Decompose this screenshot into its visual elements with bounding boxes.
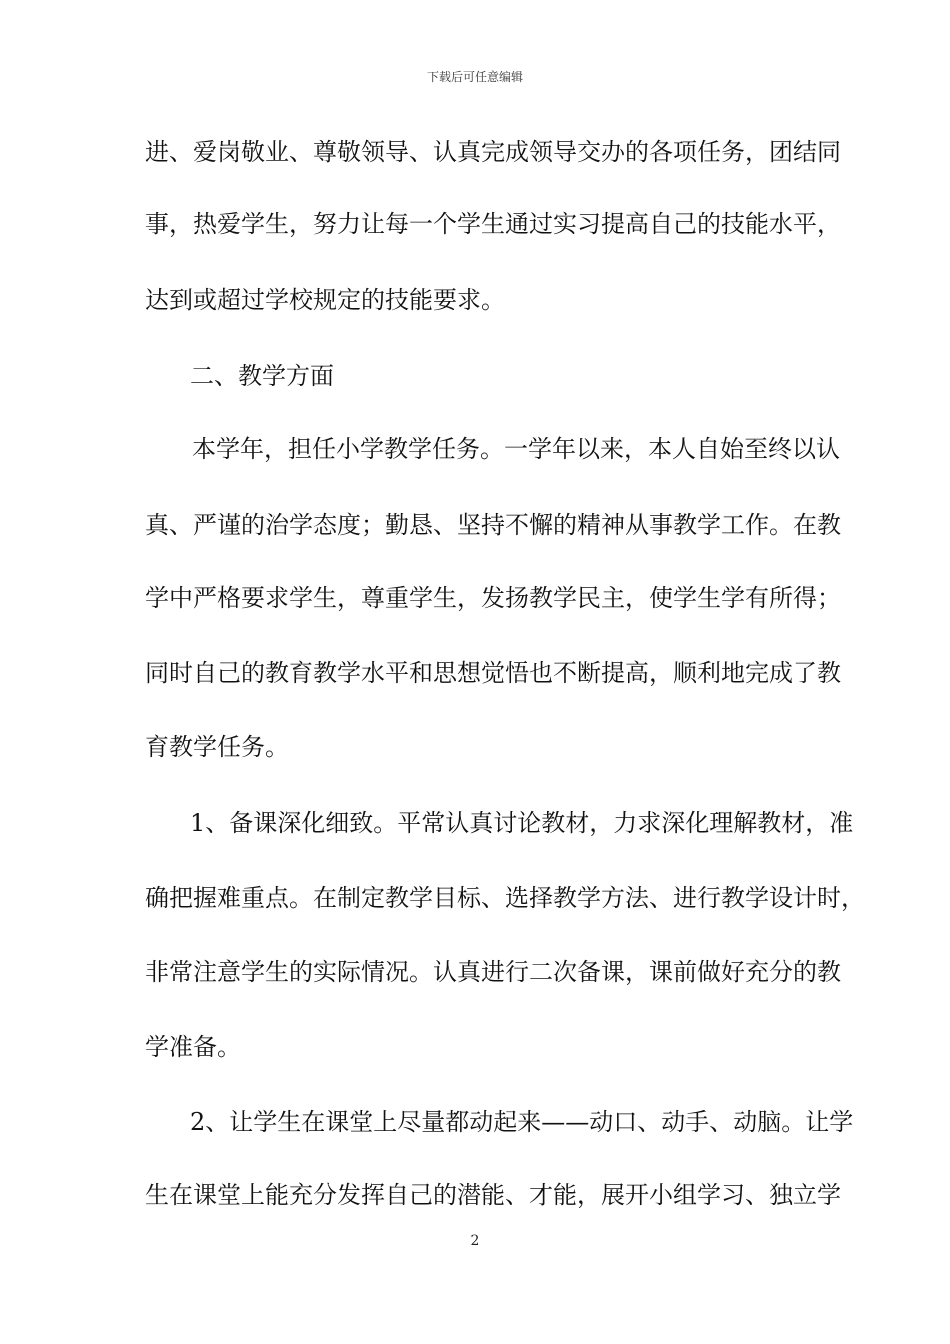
body-line: 学准备。 xyxy=(145,1033,241,1061)
page-header: 下载后可任意编辑 xyxy=(426,70,523,84)
body-line: 2、让学生在课堂上尽量都动起来——动口、动手、动脑。让学 xyxy=(190,1108,854,1136)
body-line: 学中严格要求学生，尊重学生，发扬教学民主，使学生学有所得； xyxy=(145,584,841,612)
body-line: 本学年，担任小学教学任务。一学年以来，本人自始至终以认 xyxy=(192,435,840,463)
body-line: 确把握难重点。在制定教学目标、选择教学方法、进行教学设计时， xyxy=(145,884,865,912)
body-line: 1、备课深化细致。平常认真讨论教材，力求深化理解教材，准 xyxy=(190,809,854,837)
section-heading: 二、教学方面 xyxy=(190,362,334,390)
body-line: 事，热爱学生，努力让每一个学生通过实习提高自己的技能水平， xyxy=(145,210,841,238)
body-line: 育教学任务。 xyxy=(145,733,289,761)
body-line: 同时自己的教育教学水平和思想觉悟也不断提高，顺利地完成了教 xyxy=(145,659,841,687)
body-line: 生在课堂上能充分发挥自己的潜能、才能，展开小组学习、独立学 xyxy=(145,1181,841,1209)
body-line: 非常注意学生的实际情况。认真进行二次备课，课前做好充分的教 xyxy=(145,958,841,986)
page-number: 2 xyxy=(470,1233,480,1249)
body-line: 进、爱岗敬业、尊敬领导、认真完成领导交办的各项任务，团结同 xyxy=(145,138,841,166)
body-line: 真、严谨的治学态度；勤恳、坚持不懈的精神从事教学工作。在教 xyxy=(145,511,841,539)
body-line: 达到或超过学校规定的技能要求。 xyxy=(145,286,505,314)
